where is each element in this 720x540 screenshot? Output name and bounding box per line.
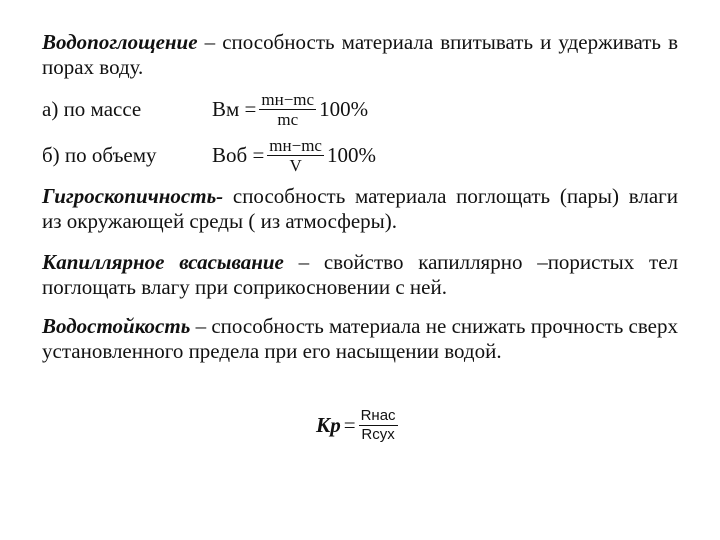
softening-coefficient-numerator: Rнас [360,406,396,424]
softening-coefficient-fraction [359,407,398,444]
by-volume-numerator: mн−mс [269,135,322,155]
by-mass-lhs: Вм = [212,96,257,121]
by-mass-formula [42,86,368,132]
capillary-suction-term: Капиллярное всасывание [42,250,284,274]
hygroscopicity-definition: способность материала поглощать (пары) влаги из окружающей среды ( из атмосферы). [42,184,678,233]
water-absorption-paragraph [42,30,678,80]
water-resistance-paragraph [42,314,678,364]
by-volume-formula [42,132,376,178]
capillary-suction-paragraph [42,250,678,300]
by-mass-denominator: mс [277,109,299,129]
by-volume-fraction [267,136,324,175]
hygroscopicity-term: Гигроскопичность- [42,184,224,208]
hygroscopicity-paragraph [42,184,678,234]
softening-coefficient-formula [316,402,401,448]
softening-coefficient-denominator: Rсух [361,425,395,443]
capillary-suction-definition: – свойство капиллярно –пористых тел поглощать влагу при соприкосновении с ней. [42,250,678,299]
by-volume-label: б) по объему [42,142,157,167]
water-resistance-definition: – способность материала не снижать прочность сверх установленного предела при его насыщении водой. [42,314,678,363]
by-mass-fraction [259,90,316,129]
by-mass-numerator: mн−mс [261,89,315,109]
water-resistance-term: Водостойкость [42,314,191,338]
by-mass-label: а) по массе [42,96,142,121]
softening-coefficient-lhs: Кр [316,412,341,437]
water-absorption-definition: – способность материала впитывать и удерживать в порах воду. [42,30,678,79]
by-volume-denominator: V [289,155,302,175]
by-volume-percent: 100% [326,142,376,167]
water-absorption-term: Водопоглощение [42,30,198,54]
by-mass-percent: 100% [319,96,369,121]
softening-coefficient-equals: = [343,412,356,437]
by-volume-lhs: Воб = [212,142,265,167]
